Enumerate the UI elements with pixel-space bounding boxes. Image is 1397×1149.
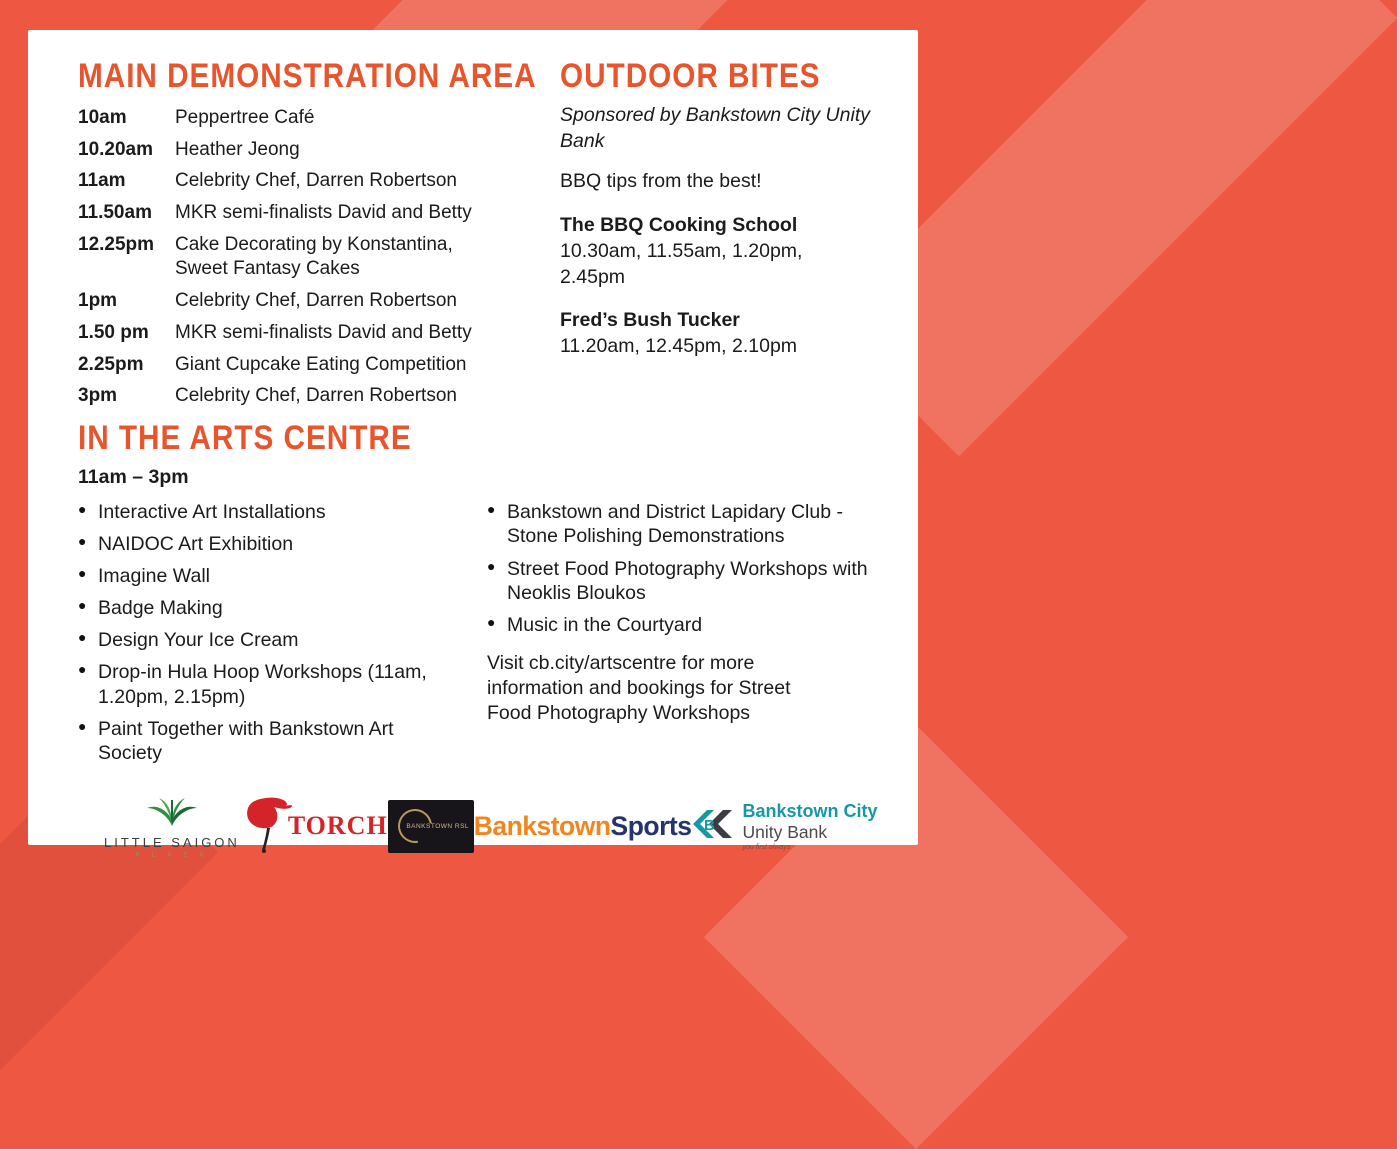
arts-centre-booking-note: Visit cb.city/artscentre for more information and bookings for Street Food Photography Workshops <box>487 651 791 725</box>
list-item: ● Paint Together with Bankstown Art Society <box>78 717 394 765</box>
list-item: ● Badge Making <box>78 597 223 620</box>
arts-centre-hours: 11am – 3pm <box>78 465 189 488</box>
bankstown-city-unity-bank-logo <box>691 802 877 851</box>
schedule-event: Heather Jeong <box>175 138 300 160</box>
bullet-icon: ● <box>78 661 87 678</box>
schedule-row <box>78 201 560 226</box>
schedule-time: 11am <box>78 170 126 192</box>
torch-name: TORCH <box>287 811 388 841</box>
activities-left-column <box>78 500 487 774</box>
little-saigon-sub: P L A Z A <box>135 851 209 859</box>
little-saigon-plaza-logo <box>104 794 240 859</box>
schedule-row <box>78 169 560 194</box>
schedule-event: MKR semi-finalists David and Betty <box>175 321 472 343</box>
schedule-row <box>78 233 560 282</box>
schedule-time: 12.25pm <box>78 233 155 255</box>
schedule-time: 10am <box>78 107 127 128</box>
outdoor-bites-sponsor: Sponsored by Bankstown City Unity Bank <box>560 104 870 152</box>
sponsor-logos-row <box>78 789 878 863</box>
main-demonstration-area-title: MAIN DEMONSTRATION AREA <box>78 55 537 96</box>
rsl-ring-icon <box>391 802 438 849</box>
bullet-icon: ● <box>78 500 87 517</box>
list-item: ● Street Food Photography Workshops with Neoklis Bloukos <box>487 557 868 605</box>
torch-logo <box>240 794 388 859</box>
schedule-event: Celebrity Chef, Darren Robertson <box>175 385 457 407</box>
bullet-icon: ● <box>78 532 87 549</box>
schedule-event: Peppertree Café <box>175 107 315 128</box>
program-name: Fred’s Bush Tucker <box>560 309 740 332</box>
bullet-icon: ● <box>78 565 87 581</box>
program-name: The BBQ Cooking School <box>560 214 798 237</box>
unity-bank-line1: Bankstown City <box>742 800 878 821</box>
main-demonstration-area-section <box>78 55 560 416</box>
bankstown-sports-name-part2: Sports <box>610 810 692 841</box>
bullet-icon: ● <box>487 614 496 631</box>
schedule-event: Cake Decorating by Konstantina, Sweet Fantasy Cakes <box>175 233 453 280</box>
list-item: ● Design Your Ice Cream <box>78 629 299 652</box>
activities-right-column <box>487 500 885 774</box>
schedule-time: 1pm <box>78 290 118 312</box>
top-section <box>78 55 874 416</box>
bullet-icon: ● <box>78 629 87 646</box>
unity-bank-tagline: you first always <box>742 843 791 851</box>
program-freds-bush-tucker <box>560 308 874 359</box>
schedule-time: 1.50 pm <box>78 321 149 343</box>
bankstown-sports-logo <box>474 811 692 842</box>
schedule-row <box>78 384 560 409</box>
poster-card <box>28 30 918 859</box>
list-item: ● NAIDOC Art Exhibition <box>78 532 294 555</box>
unity-bank-line2: Unity Bank <box>742 821 828 842</box>
unity-bank-diamond-icon <box>691 804 735 849</box>
arts-centre-section <box>78 417 874 774</box>
list-item: ● Music in the Courtyard <box>487 614 703 637</box>
schedule-time: 3pm <box>78 385 118 407</box>
program-bbq-cooking-school <box>560 213 874 290</box>
schedule-event: Celebrity Chef, Darren Robertson <box>175 290 457 312</box>
svg-text:B: B <box>704 816 716 834</box>
bullet-icon: ● <box>487 557 496 574</box>
schedule-event: MKR semi-finalists David and Betty <box>175 202 472 224</box>
list-item: ● Interactive Art Installations <box>78 500 326 523</box>
outdoor-bites-title: OUTDOOR BITES <box>560 55 821 96</box>
bankstown-sports-name-part1: Bankstown <box>473 810 611 841</box>
arts-centre-activities <box>78 500 874 774</box>
schedule-row <box>78 106 560 131</box>
outdoor-bites-tagline: BBQ tips from the best! <box>560 170 762 193</box>
schedule-event: Giant Cupcake Eating Competition <box>175 353 467 375</box>
arts-centre-title: IN THE ARTS CENTRE <box>78 417 412 457</box>
little-saigon-plant-icon <box>141 794 203 833</box>
schedule-row <box>78 289 560 314</box>
list-item: ● Imagine Wall <box>78 565 210 587</box>
outdoor-bites-section <box>560 55 874 416</box>
schedule-event: Celebrity Chef, Darren Robertson <box>175 170 457 192</box>
bullet-icon: ● <box>78 717 87 734</box>
unity-bank-text <box>742 802 877 851</box>
demonstration-schedule <box>78 106 560 409</box>
bankstown-rsl-badge <box>388 800 474 853</box>
schedule-time: 11.50am <box>78 202 152 224</box>
little-saigon-name: LITTLE SAIGON <box>104 834 240 850</box>
bankstown-rsl-logo <box>388 800 474 853</box>
program-times: 11.20am, 12.45pm, 2.10pm <box>560 334 798 357</box>
bullet-icon: ● <box>78 597 87 614</box>
schedule-row <box>78 138 560 163</box>
schedule-time: 2.25pm <box>78 353 144 375</box>
torch-flame-icon <box>240 794 294 859</box>
schedule-row <box>78 353 560 378</box>
schedule-row <box>78 321 560 346</box>
bankstown-rsl-name: BANKSTOWN RSL <box>406 822 470 830</box>
list-item: ● Drop-in Hula Hoop Workshops (11am, 1.20pm, 2.15pm) <box>78 661 427 708</box>
program-times: 10.30am, 11.55am, 1.20pm, 2.45pm <box>560 239 803 288</box>
bullet-icon: ● <box>487 500 496 517</box>
schedule-time: 10.20am <box>78 138 154 160</box>
list-item: ● Bankstown and District Lapidary Club - Stone Polishing Demonstrations <box>487 500 843 548</box>
